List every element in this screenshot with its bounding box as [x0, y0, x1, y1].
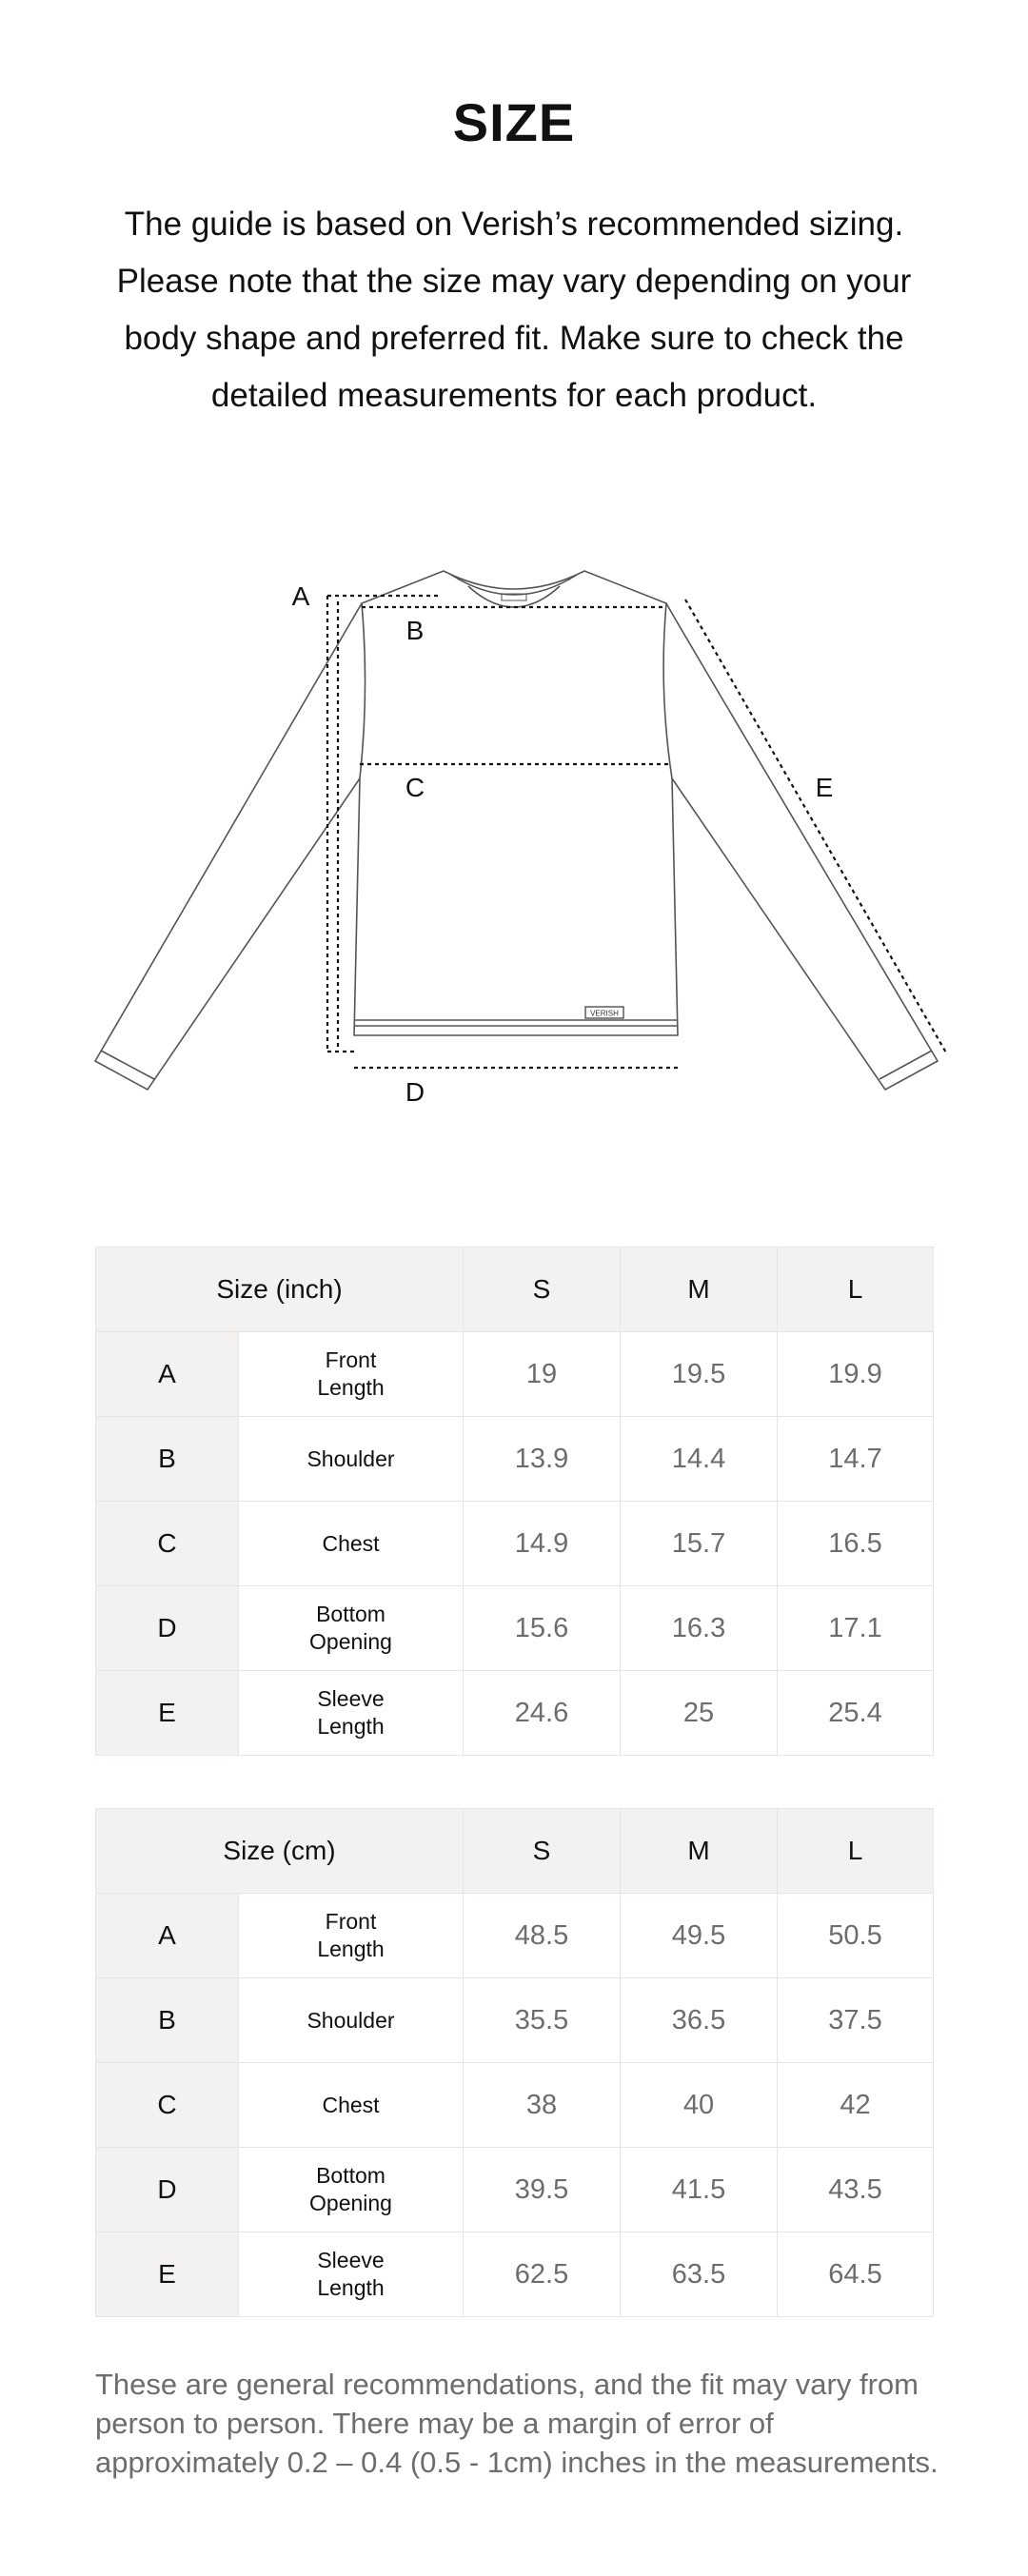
label-a: A: [291, 581, 310, 611]
page-title: SIZE: [452, 92, 576, 152]
table-row: [96, 1671, 934, 1756]
row-code: B: [96, 1417, 239, 1502]
size-unit-header: Size (cm): [96, 1809, 464, 1894]
table-row: [96, 1502, 934, 1586]
value-l: 19.9: [778, 1332, 934, 1417]
table-row: [96, 1894, 934, 1978]
table-header-row: [96, 1248, 934, 1332]
row-code: E: [96, 2232, 239, 2317]
row-code: A: [96, 1894, 239, 1978]
value-l: 17.1: [778, 1586, 934, 1671]
value-m: 14.4: [621, 1417, 778, 1502]
table-row: [96, 1332, 934, 1417]
row-code: C: [96, 2063, 239, 2148]
intro-text: The guide is based on Verish’s recommended sizing. Please note that the size may vary depending on your body shape and preferred fit. Make sure to check the detailed measurements for each product.: [116, 206, 912, 414]
value-l: 64.5: [778, 2232, 934, 2317]
value-s: 19: [464, 1332, 621, 1417]
value-s: 24.6: [464, 1671, 621, 1756]
value-m: 19.5: [621, 1332, 778, 1417]
value-m: 25: [621, 1671, 778, 1756]
row-code: C: [96, 1502, 239, 1586]
value-s: 15.6: [464, 1586, 621, 1671]
value-s: 48.5: [464, 1894, 621, 1978]
measurement-name: Chest: [239, 2063, 464, 2148]
value-l: 37.5: [778, 1978, 934, 2063]
size-table-cm: [95, 1808, 934, 2317]
value-l: 43.5: [778, 2148, 934, 2232]
value-m: 16.3: [621, 1586, 778, 1671]
value-l: 50.5: [778, 1894, 934, 1978]
value-l: 25.4: [778, 1671, 934, 1756]
measurement-name: Shoulder: [239, 1978, 464, 2063]
value-m: 63.5: [621, 2232, 778, 2317]
value-l: 14.7: [778, 1417, 934, 1502]
table-row: [96, 1586, 934, 1671]
size-table-inch: [95, 1247, 934, 1756]
measurement-name: Front Length: [239, 1894, 464, 1978]
label-e: E: [815, 773, 834, 802]
size-l-header: L: [778, 1809, 934, 1894]
svg-text:VERISH: VERISH: [590, 1009, 619, 1018]
row-code: A: [96, 1332, 239, 1417]
row-code: D: [96, 2148, 239, 2232]
measurement-name: Chest: [239, 1502, 464, 1586]
row-code: D: [96, 1586, 239, 1671]
size-m-header: M: [621, 1809, 778, 1894]
table-row: [96, 1978, 934, 2063]
measurement-lines: [327, 596, 947, 1068]
garment-diagram: [0, 533, 1028, 1123]
row-code: E: [96, 1671, 239, 1756]
label-b: B: [405, 616, 425, 645]
size-s-header: S: [464, 1248, 621, 1332]
measurement-name: Shoulder: [239, 1417, 464, 1502]
size-m-header: M: [621, 1248, 778, 1332]
table-header-row: [96, 1809, 934, 1894]
value-s: 35.5: [464, 1978, 621, 2063]
value-m: 15.7: [621, 1502, 778, 1586]
row-code: B: [96, 1978, 239, 2063]
measurement-name: Sleeve Length: [239, 1671, 464, 1756]
brand-tag: [585, 1007, 623, 1018]
long-sleeve-tee-outline: [95, 571, 938, 1090]
table-row: [96, 2148, 934, 2232]
table-row: [96, 1417, 934, 1502]
value-s: 13.9: [464, 1417, 621, 1502]
value-s: 62.5: [464, 2232, 621, 2317]
value-s: 14.9: [464, 1502, 621, 1586]
value-s: 38: [464, 2063, 621, 2148]
value-m: 49.5: [621, 1894, 778, 1978]
value-m: 41.5: [621, 2148, 778, 2232]
fit-disclaimer: These are general recommendations, and the fit may vary from person to person. There may be a margin of error of approximately 0.2 – 0.4 (0.5 - 1cm) inches in the measurements.: [95, 2368, 939, 2479]
value-l: 42: [778, 2063, 934, 2148]
size-s-header: S: [464, 1809, 621, 1894]
measurement-name: Sleeve Length: [239, 2232, 464, 2317]
label-c: C: [405, 773, 425, 802]
size-l-header: L: [778, 1248, 934, 1332]
value-l: 16.5: [778, 1502, 934, 1586]
value-s: 39.5: [464, 2148, 621, 2232]
table-row: [96, 2232, 934, 2317]
measurement-name: Front Length: [239, 1332, 464, 1417]
label-d: D: [405, 1077, 425, 1107]
value-m: 40: [621, 2063, 778, 2148]
measurement-name: Bottom Opening: [239, 2148, 464, 2232]
size-unit-header: Size (inch): [96, 1248, 464, 1332]
table-row: [96, 2063, 934, 2148]
measurement-name: Bottom Opening: [239, 1586, 464, 1671]
value-m: 36.5: [621, 1978, 778, 2063]
